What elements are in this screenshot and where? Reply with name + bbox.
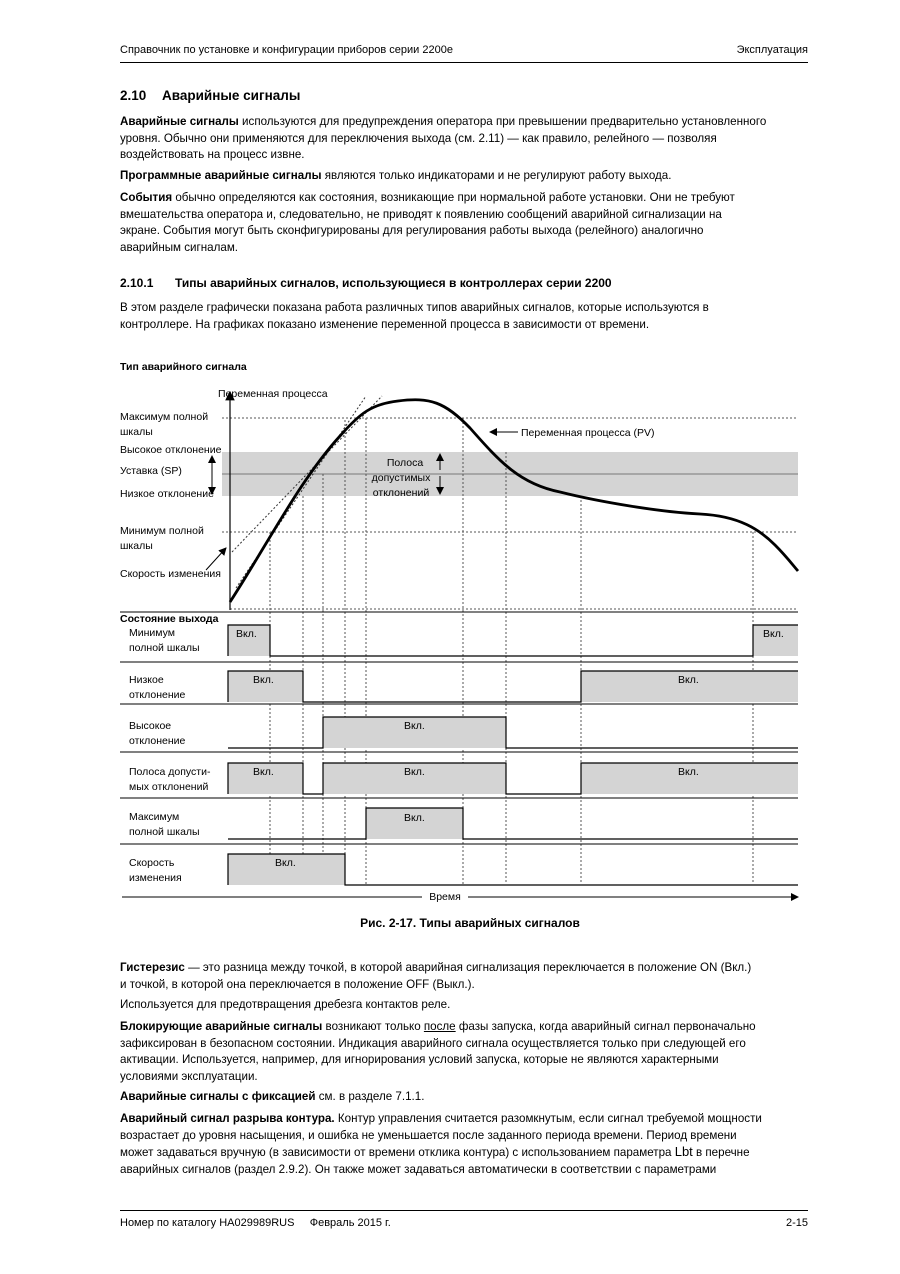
text-line: аварийных сигналов (раздел 2.9.2). Он также может задаваться автоматически в соответствии с параметрами	[120, 1162, 717, 1176]
text-line: контроллере. На графиках показано изменение переменной процесса в зависимости от времени.	[120, 317, 650, 331]
paragraph-blocking	[120, 1019, 820, 1085]
row-label-dev-high: Высокое	[129, 720, 172, 732]
text-line: фазы запуска, когда аварийный сигнал первоначально	[455, 1020, 756, 1033]
header-section: Эксплуатация	[736, 44, 808, 56]
text-line: см. в разделе 7.1.1.	[315, 1090, 425, 1103]
text-line: аварийным сигналам.	[120, 240, 239, 254]
subsection-number: 2.10.1	[120, 276, 154, 290]
page-number: 2-15	[785, 1217, 808, 1229]
label-rate: Скорость изменения	[120, 568, 221, 580]
text-line: может задаваться вручную (в зависимости от времени отклика контура) с использованием параметра	[120, 1146, 675, 1160]
paragraph-hysteresis	[120, 960, 820, 993]
output-trace-fs-low	[228, 625, 798, 656]
text-line: Контур управления считается разомкнутым, если сигнал требуемой мощности	[334, 1112, 762, 1125]
row-label-band: Полоса допусти-	[129, 766, 211, 778]
row-label-dev-high-2: отклонение	[129, 735, 186, 747]
section-title: Аварийные сигналы	[162, 88, 301, 103]
pv-curve	[230, 400, 798, 602]
on-label: Вкл.	[253, 766, 274, 778]
on-label: Вкл.	[236, 628, 257, 640]
on-label: Вкл.	[678, 766, 699, 778]
term-blocking: Блокирующие аварийные сигналы	[120, 1020, 323, 1033]
row-label-rate: Скорость	[129, 857, 175, 869]
subsection-title: Типы аварийных сигналов, использующиеся в контроллерах серии 2200	[175, 276, 612, 290]
text-line: уровня. Обычно они применяются для переключения выхода (см. 2.11) — как правило, релейного — позволяя	[120, 131, 717, 145]
label-full-scale-low: Минимум полной	[120, 525, 204, 537]
text-line: активации. Используется, например, для игнорирования условий запуска, которые не являются характерными	[120, 1053, 719, 1067]
text-line: воздействовать на процесс извне.	[120, 148, 305, 162]
row-label-band-2: мых отклонений	[129, 781, 209, 793]
band-label-3: отклонений	[372, 487, 430, 499]
label-dev-high: Высокое отклонение	[120, 444, 222, 456]
text-line: являются только индикаторами и не регулируют работу выхода.	[321, 169, 672, 182]
on-label: Вкл.	[253, 674, 274, 686]
text-line: вмешательства оператора и, следовательно, не приводят к появлению сообщений аварийной сигнализации на	[120, 207, 722, 221]
paragraph-hysteresis-use	[120, 997, 820, 1014]
label-setpoint: Уставка (SP)	[120, 465, 182, 477]
row-label-fs-high: Максимум	[129, 811, 180, 823]
label-dev-low: Низкое отклонение	[120, 488, 214, 500]
output-trace-band	[228, 763, 798, 794]
output-trace-dev-low	[228, 671, 798, 702]
text-line: в перечне	[692, 1146, 750, 1160]
row-label-rate-2: изменения	[129, 872, 182, 884]
row-label-fs-high-2: полной шкалы	[129, 826, 200, 838]
row-label-fs-low: Минимум	[129, 627, 175, 639]
on-label: Вкл.	[404, 766, 425, 778]
output-trace-rate	[228, 854, 798, 885]
text-line: обычно определяются как состояния, возникающие при нормальной работе установки. Они не требуют	[172, 191, 735, 204]
label-full-scale-high-2: шкалы	[120, 426, 153, 438]
output-state-title: Состояние выхода	[120, 613, 219, 625]
pv-axis-label: Переменная процесса	[218, 388, 328, 400]
on-label: Вкл.	[678, 674, 699, 686]
underlined-word: после	[423, 1020, 456, 1033]
output-trace-dev-high	[228, 717, 798, 748]
label-full-scale-high: Максимум полной	[120, 411, 209, 423]
rate-pointer	[206, 548, 226, 570]
parameter-name: Lbt	[674, 1144, 693, 1160]
on-label: Вкл.	[404, 720, 425, 732]
output-trace-fs-high	[228, 808, 798, 839]
text-line: используются для предупреждения оператора при превышении предварительно установленного	[238, 115, 767, 128]
on-label: Вкл.	[275, 857, 296, 869]
term-events: События	[120, 191, 173, 204]
figure-caption: Рис. 2-17. Типы аварийных сигналов	[360, 916, 580, 930]
on-label: Вкл.	[404, 812, 425, 824]
term-hysteresis: Гистерезис	[120, 961, 185, 974]
text-line: возникают только	[322, 1020, 424, 1033]
band-label-1: Полоса	[386, 457, 424, 469]
paragraph-loop-break	[120, 1111, 820, 1178]
section-number: 2.10	[120, 88, 147, 103]
term-alarms: Аварийные сигналы	[120, 115, 239, 128]
term-soft-alarms: Программные аварийные сигналы	[120, 169, 322, 182]
band-label-2: допустимых	[371, 472, 431, 484]
on-label: Вкл.	[763, 628, 784, 640]
alarm-type-title: Тип аварийного сигнала	[120, 361, 247, 373]
text-line: условиями эксплуатации.	[120, 1069, 258, 1083]
pv-curve-label: Переменная процесса (PV)	[521, 427, 655, 439]
text-line: — это разница между точкой, в которой аварийная сигнализация переключается в положение ON (Вкл.)	[184, 961, 752, 974]
paragraph-latching	[120, 1089, 820, 1106]
text-line: экране. События могут быть сконфигурированы для регулирования работы выхода (релейного) аналогично	[120, 224, 704, 238]
text-line: В этом разделе графически показана работа различных типов аварийных сигналов, которые используются в	[120, 301, 709, 314]
text-line: зафиксирован в безопасном состоянии. Индикация аварийного сигнала осуществляется только при следующей его	[120, 1036, 746, 1050]
footer-catalog: Номер по каталогу HA029989RUS Февраль 2015 г.	[120, 1217, 391, 1229]
row-label-dev-low-2: отклонение	[129, 689, 186, 701]
time-axis-label: Время	[429, 891, 461, 903]
header-title: Справочник по установке и конфигурации приборов серии 2200e	[120, 44, 453, 56]
page-footer	[120, 1210, 808, 1235]
term-latching: Аварийные сигналы с фиксацией	[120, 1090, 316, 1103]
text-line: и точкой, в которой она переключается в положение OFF (Выкл.).	[120, 977, 475, 991]
term-loop-break: Аварийный сигнал разрыва контура.	[120, 1112, 335, 1125]
text-line: Используется для предотвращения дребезга контактов реле.	[120, 998, 451, 1011]
row-label-fs-low-2: полной шкалы	[129, 642, 200, 654]
label-full-scale-low-2: шкалы	[120, 540, 153, 552]
text-line: возрастает до уровня насыщения, и ошибка не уменьшается после заданного периода времени. Период времени	[120, 1128, 737, 1142]
row-label-dev-low: Низкое	[129, 674, 164, 686]
